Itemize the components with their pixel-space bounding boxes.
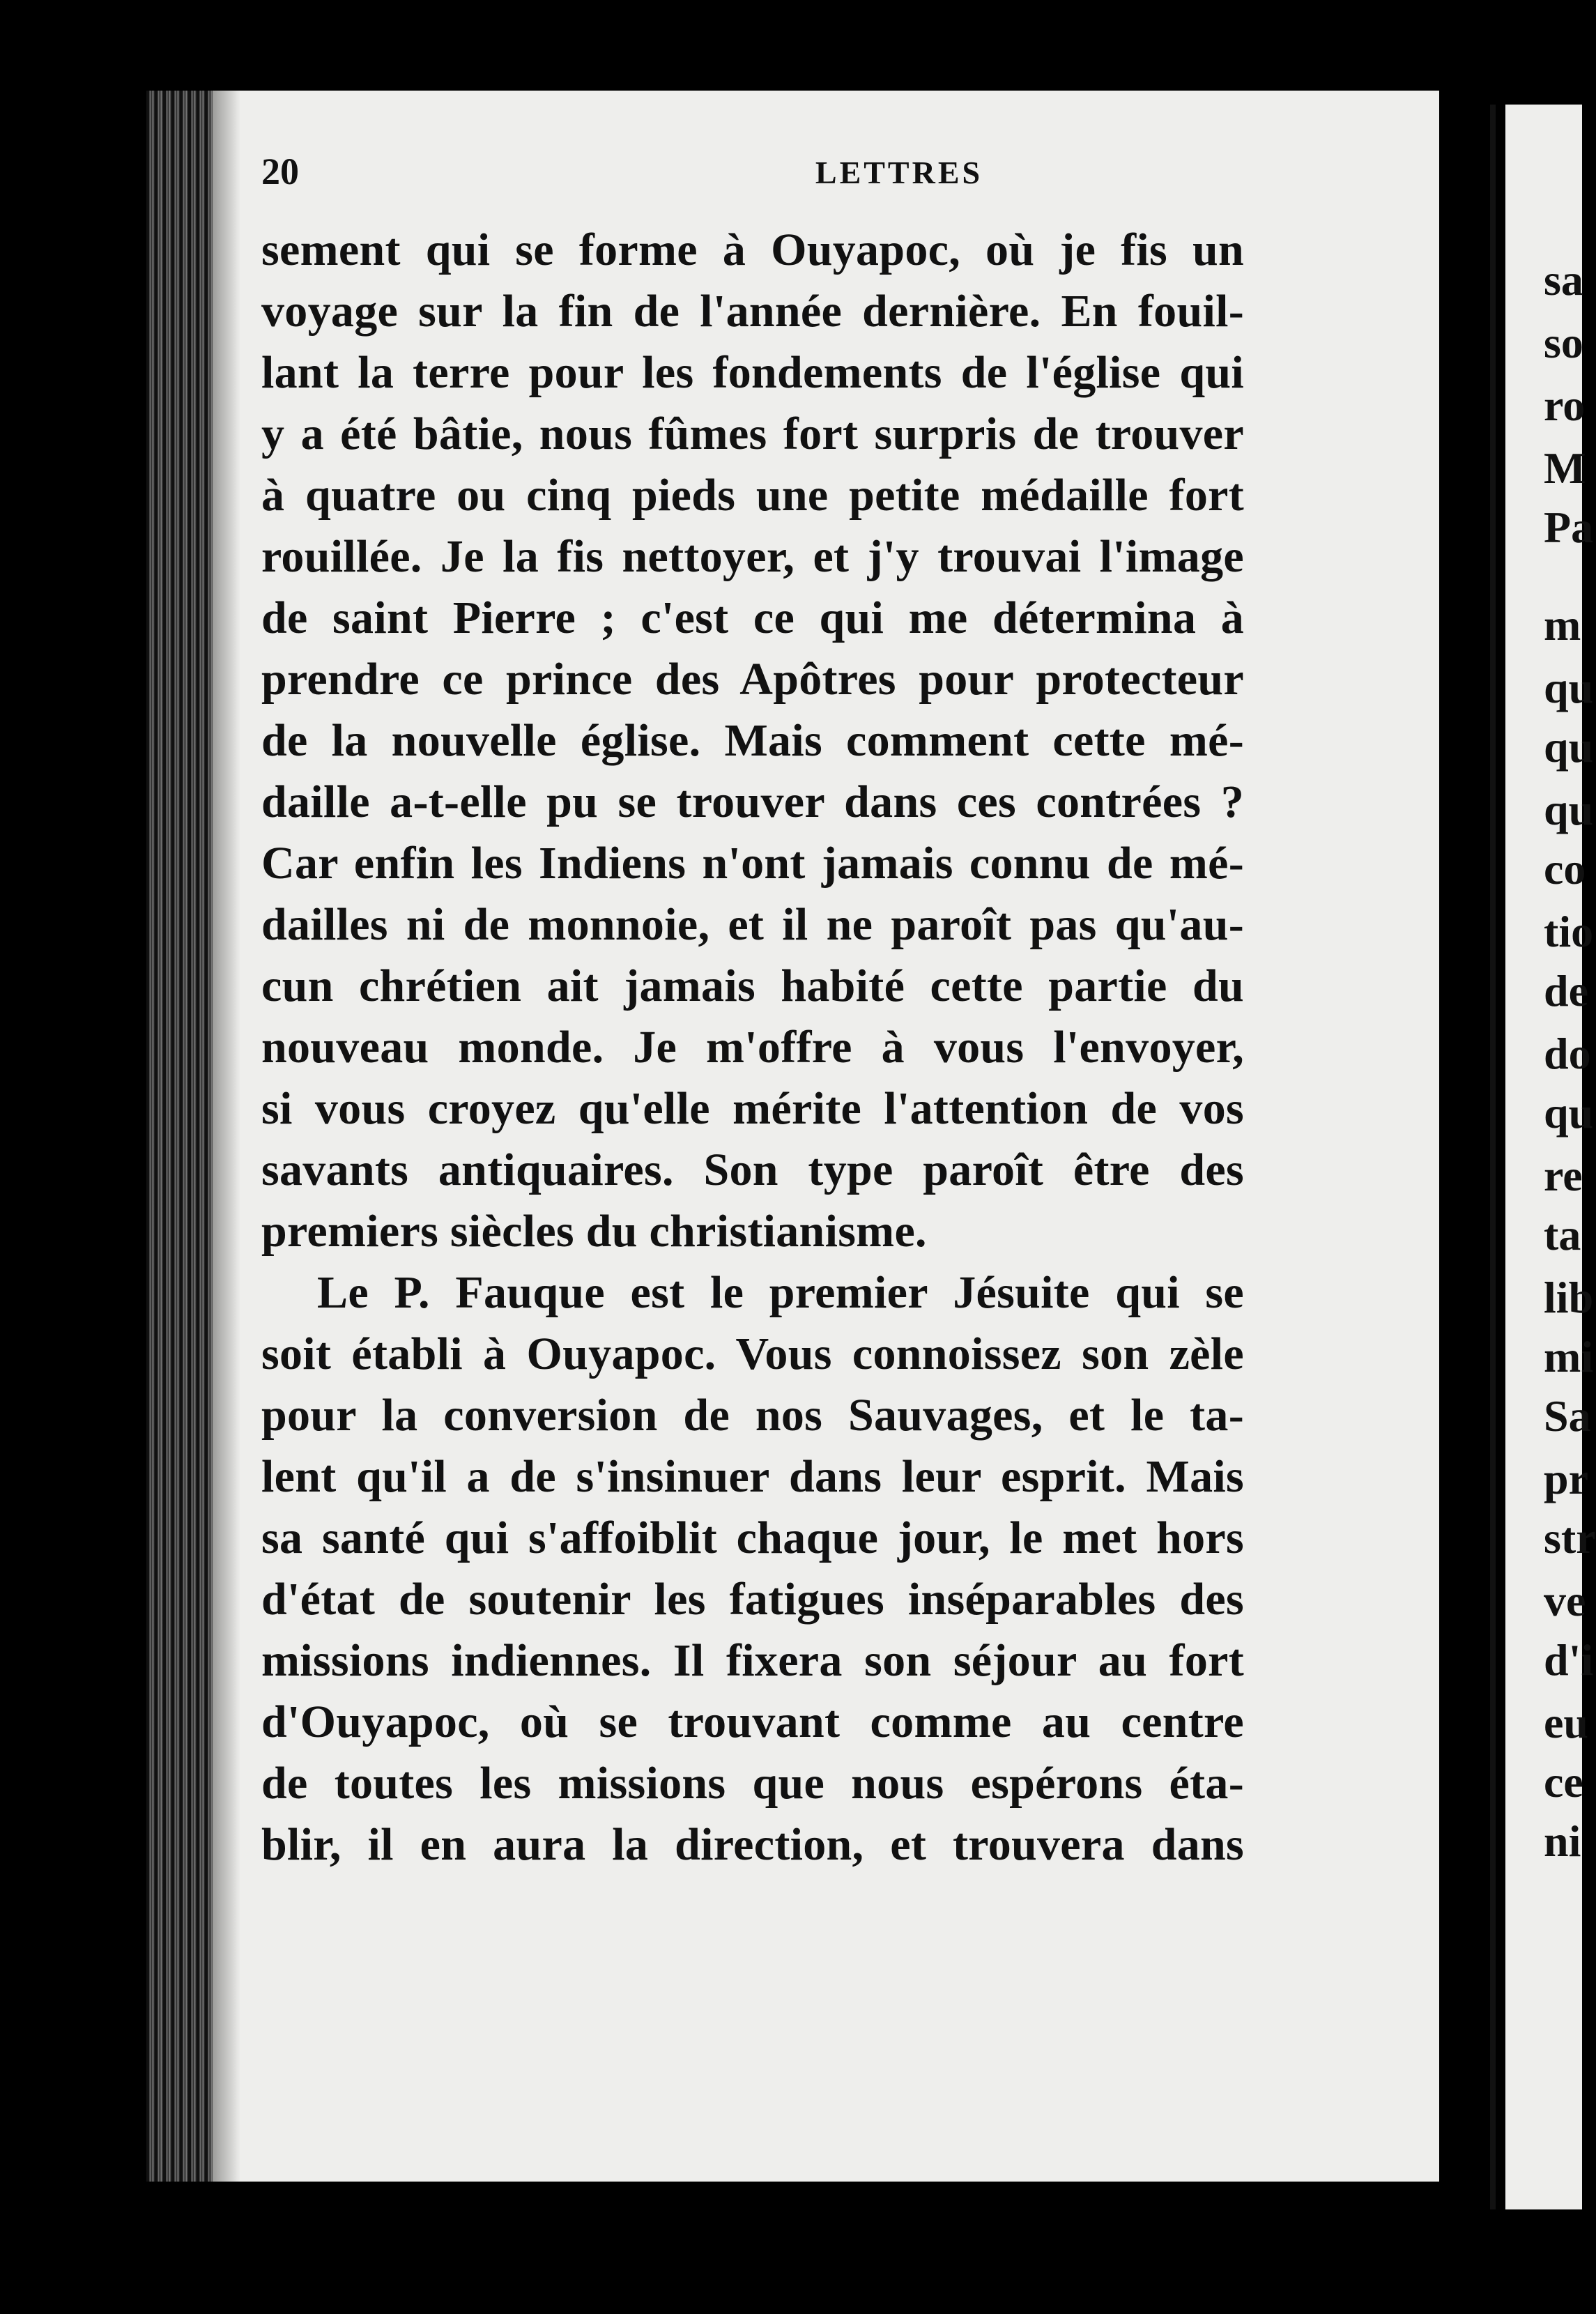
next-page-fragment: ni [1544, 1816, 1581, 1866]
page-number: 20 [261, 151, 299, 192]
text-line: de toutes les missions que nous espérons éta- [261, 1758, 1244, 1809]
text-line: Car enfin les Indiens n'ont jamais connu de mé- [261, 838, 1244, 889]
next-page-fragment: mi [1544, 1332, 1594, 1381]
page-stack-edge [146, 91, 213, 2182]
next-page-fragment: re [1544, 1151, 1583, 1200]
text-line: nouveau monde. Je m'offre à vous l'envoyer, [261, 1022, 1244, 1073]
text-line: cun chrétien ait jamais habité cette partie du [261, 960, 1244, 1011]
text-line: lant la terre pour les fondements de l'église qui [261, 347, 1244, 398]
text-line: de saint Pierre ; c'est ce qui me détermina à [261, 592, 1244, 643]
text-line: Le P. Fauque est le premier Jésuite qui se [317, 1267, 1244, 1318]
text-line: rouillée. Je la fis nettoyer, et j'y trouvai l'image [261, 531, 1244, 582]
next-page-fragment: Sa [1544, 1391, 1591, 1441]
body-text [261, 220, 1244, 1876]
next-page-fragment: sa [1544, 255, 1583, 305]
text-line: pour la conversion de nos Sauvages, et le ta- [261, 1390, 1244, 1441]
next-page-fragment: de [1544, 966, 1588, 1016]
next-page-fragment: ro [1544, 381, 1586, 430]
text-line: premiers siècles du christianisme. [261, 1206, 927, 1257]
text-line: voyage sur la fin de l'année dernière. En fouil- [261, 286, 1244, 337]
text-line: dailles ni de monnoie, et il ne paroît pas qu'au- [261, 899, 1244, 950]
next-page-fragment: so [1544, 318, 1583, 367]
text-line: d'Ouyapoc, où se trouvant comme au centre [261, 1696, 1244, 1747]
next-page-fragment: qu [1544, 1088, 1594, 1137]
text-line: de la nouvelle église. Mais comment cette mé- [261, 715, 1244, 766]
page-divider [1490, 105, 1496, 2209]
text-line: lent qu'il a de s'insinuer dans leur esprit. Mais [261, 1451, 1244, 1502]
text-line: à quatre ou cinq pieds une petite médaille fort [261, 470, 1244, 521]
next-page-fragment: eu [1544, 1698, 1588, 1747]
text-line: prendre ce prince des Apôtres pour protecteur [261, 654, 1244, 705]
next-page-fragment: ce [1544, 1757, 1583, 1807]
next-page-fragment: qu [1544, 663, 1594, 712]
next-page-fragment: qu [1544, 785, 1594, 834]
next-page-fragment: lib [1544, 1273, 1594, 1322]
next-page-fragment: Pa [1544, 503, 1594, 552]
next-page-fragment: d'i [1544, 1635, 1594, 1685]
next-page-fragment: co [1544, 844, 1586, 894]
next-page-fragment: do [1544, 1029, 1591, 1078]
next-page-fragment: m [1544, 600, 1581, 650]
next-page-fragment: pr [1544, 1454, 1588, 1503]
next-page-fragment: ve [1544, 1576, 1586, 1625]
next-page-fragment: M [1544, 443, 1586, 493]
text-line: d'état de soutenir les fatigues inséparables des [261, 1574, 1244, 1625]
next-page-edge [1505, 105, 1596, 2209]
next-page-fragment: qu [1544, 722, 1594, 772]
text-line: missions indiennes. Il fixera son séjour au fort [261, 1635, 1244, 1686]
next-page-fragment: tio [1544, 907, 1594, 956]
text-line: y a été bâtie, nous fûmes fort surpris de trouver [261, 408, 1244, 459]
text-line: savants antiquaires. Son type paroît être des [261, 1144, 1244, 1195]
text-line: si vous croyez qu'elle mérite l'attention de vos [261, 1083, 1244, 1134]
running-title: LETTRES [815, 155, 983, 190]
text-line: sa santé qui s'affoiblit chaque jour, le met hors [261, 1512, 1244, 1563]
next-page-fragment: ta [1544, 1210, 1581, 1259]
text-line: sement qui se forme à Ouyapoc, où je fis un [261, 224, 1244, 275]
next-page-fragment: str [1544, 1513, 1596, 1563]
running-head [261, 150, 1509, 213]
text-line: soit établi à Ouyapoc. Vous connoissez son zèle [261, 1328, 1244, 1379]
page-gutter-shadow [213, 91, 240, 2182]
text-line: blir, il en aura la direction, et trouvera dans [261, 1819, 1244, 1870]
text-line: daille a-t-elle pu se trouver dans ces contrées ? [261, 776, 1244, 827]
